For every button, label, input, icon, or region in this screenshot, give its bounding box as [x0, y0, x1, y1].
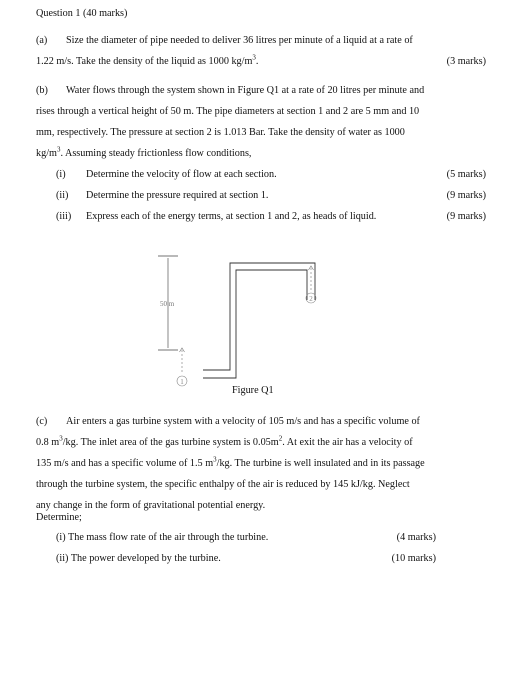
- pipe-outer-wall: [203, 263, 315, 370]
- section-1-label: 1: [180, 378, 184, 386]
- part-b-item-iii: (iii) Express each of the energy terms, at section 1 and 2, as heads of liquid. (9 marks): [56, 211, 486, 222]
- part-a-marks: (3 marks): [446, 56, 486, 67]
- question-title: Question 1 (40 marks): [36, 8, 128, 19]
- part-b-item-ii: (ii) Determine the pressure required at section 1. (9 marks): [56, 190, 486, 201]
- part-c-line2: 0.8 $m^3/kg$. The inlet area of the gas turbine system is $0.05m^2$. At exit the air has a velocity of: [36, 434, 413, 448]
- part-c-label: (c): [36, 416, 48, 427]
- pipe-inner-wall: [203, 270, 307, 378]
- part-c-line5: any change in the form of gravitational potential energy.: [36, 500, 266, 511]
- part-c-item-i: (i) The mass flow rate of the air through the turbine. (4 marks): [56, 532, 436, 543]
- part-b-label: (b): [36, 85, 48, 96]
- part-c-line3: 135 m/s and has a specific volume of 1.5 $m^3/kg$. The turbine is well insulated and in its passage: [36, 455, 425, 469]
- part-b-line1: (b) Water flows through the system shown in Figure Q1 at a rate of 20 litres per minute and: [36, 80, 486, 101]
- part-c-item-ii: (ii) The power developed by the turbine. (10 marks): [56, 553, 436, 564]
- section-2-label: 2: [309, 295, 313, 303]
- part-c: [36, 411, 486, 516]
- part-a-label: (a): [36, 35, 48, 46]
- part-b-line3: mm, respectively. The pressure at section 2 is 1.013 Bar. Take the density of water as 1000: [36, 127, 405, 138]
- determine-label: Determine;: [36, 512, 82, 523]
- part-c-line4: through the turbine system, the specific enthalpy of the air is reduced by 145 kJ/kg. Neglect: [36, 479, 410, 490]
- part-b-line4: $kg/m^3$. Assuming steady frictionless flow conditions,: [36, 145, 252, 159]
- height-label: 50 m: [160, 300, 175, 308]
- figure-caption: Figure Q1: [232, 385, 274, 396]
- part-a-line2: 1.22 m/s. Take the density of the liquid as 1000 $kg/m^3$. (3 marks): [36, 51, 486, 72]
- part-b-line2: rises through a vertical height of 50 m. The pipe diameters at section 1 and 2 are 5 mm and 10: [36, 106, 420, 117]
- part-b-item-i: (i) Determine the velocity of flow at each section. (5 marks): [56, 169, 486, 180]
- part-a-line1: (a) Size the diameter of pipe needed to deliver 36 litres per minute of a liquid at a rate of: [36, 30, 486, 51]
- part-c-line1: (c) Air enters a gas turbine system with a velocity of 105 m/s and has a specific volume of: [36, 411, 486, 432]
